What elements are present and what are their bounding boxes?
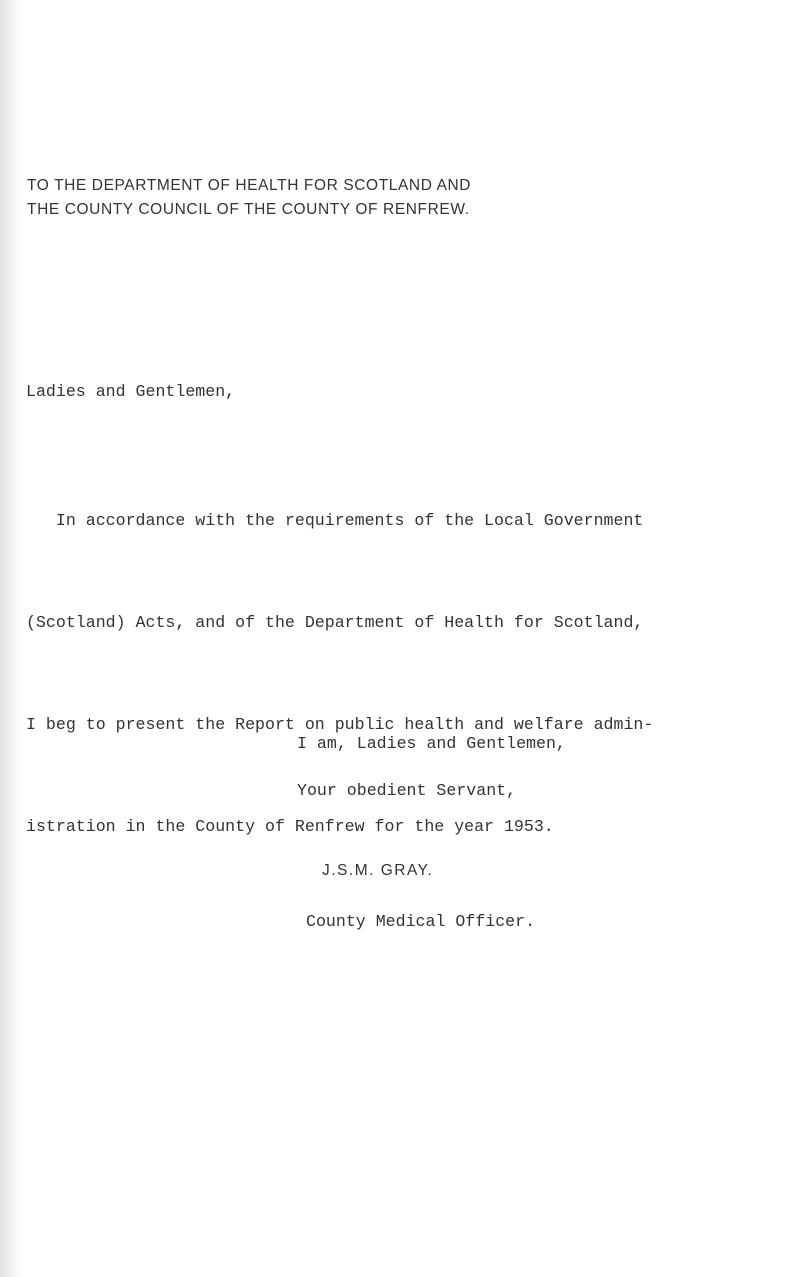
body-line-4: istration in the County of Renfrew for the year 1953. (26, 817, 554, 836)
body-line-2: (Scotland) Acts, and of the Department of Health for Scotland, (26, 613, 644, 632)
body-line-3: I beg to present the Report on public health and welfare admin- (26, 715, 654, 734)
address-line-1: TO THE DEPARTMENT OF HEALTH FOR SCOTLAND AND (27, 177, 472, 194)
closing-line: I am, Ladies and Gentlemen, (297, 734, 566, 753)
body-paragraph (26, 436, 653, 878)
address-block (27, 174, 471, 222)
signature-name: J.S.M. GRAY. (322, 862, 434, 879)
address-line-2: THE COUNTY COUNCIL OF THE COUNTY OF RENFREW. (27, 201, 470, 218)
salutation: Ladies and Gentlemen, (26, 382, 236, 401)
page-binding-edge (0, 0, 22, 1277)
body-line-1: In accordance with the requirements of the Local Government (26, 511, 644, 530)
signature-title: County Medical Officer. (306, 912, 536, 931)
servant-line: Your obedient Servant, (297, 781, 517, 800)
